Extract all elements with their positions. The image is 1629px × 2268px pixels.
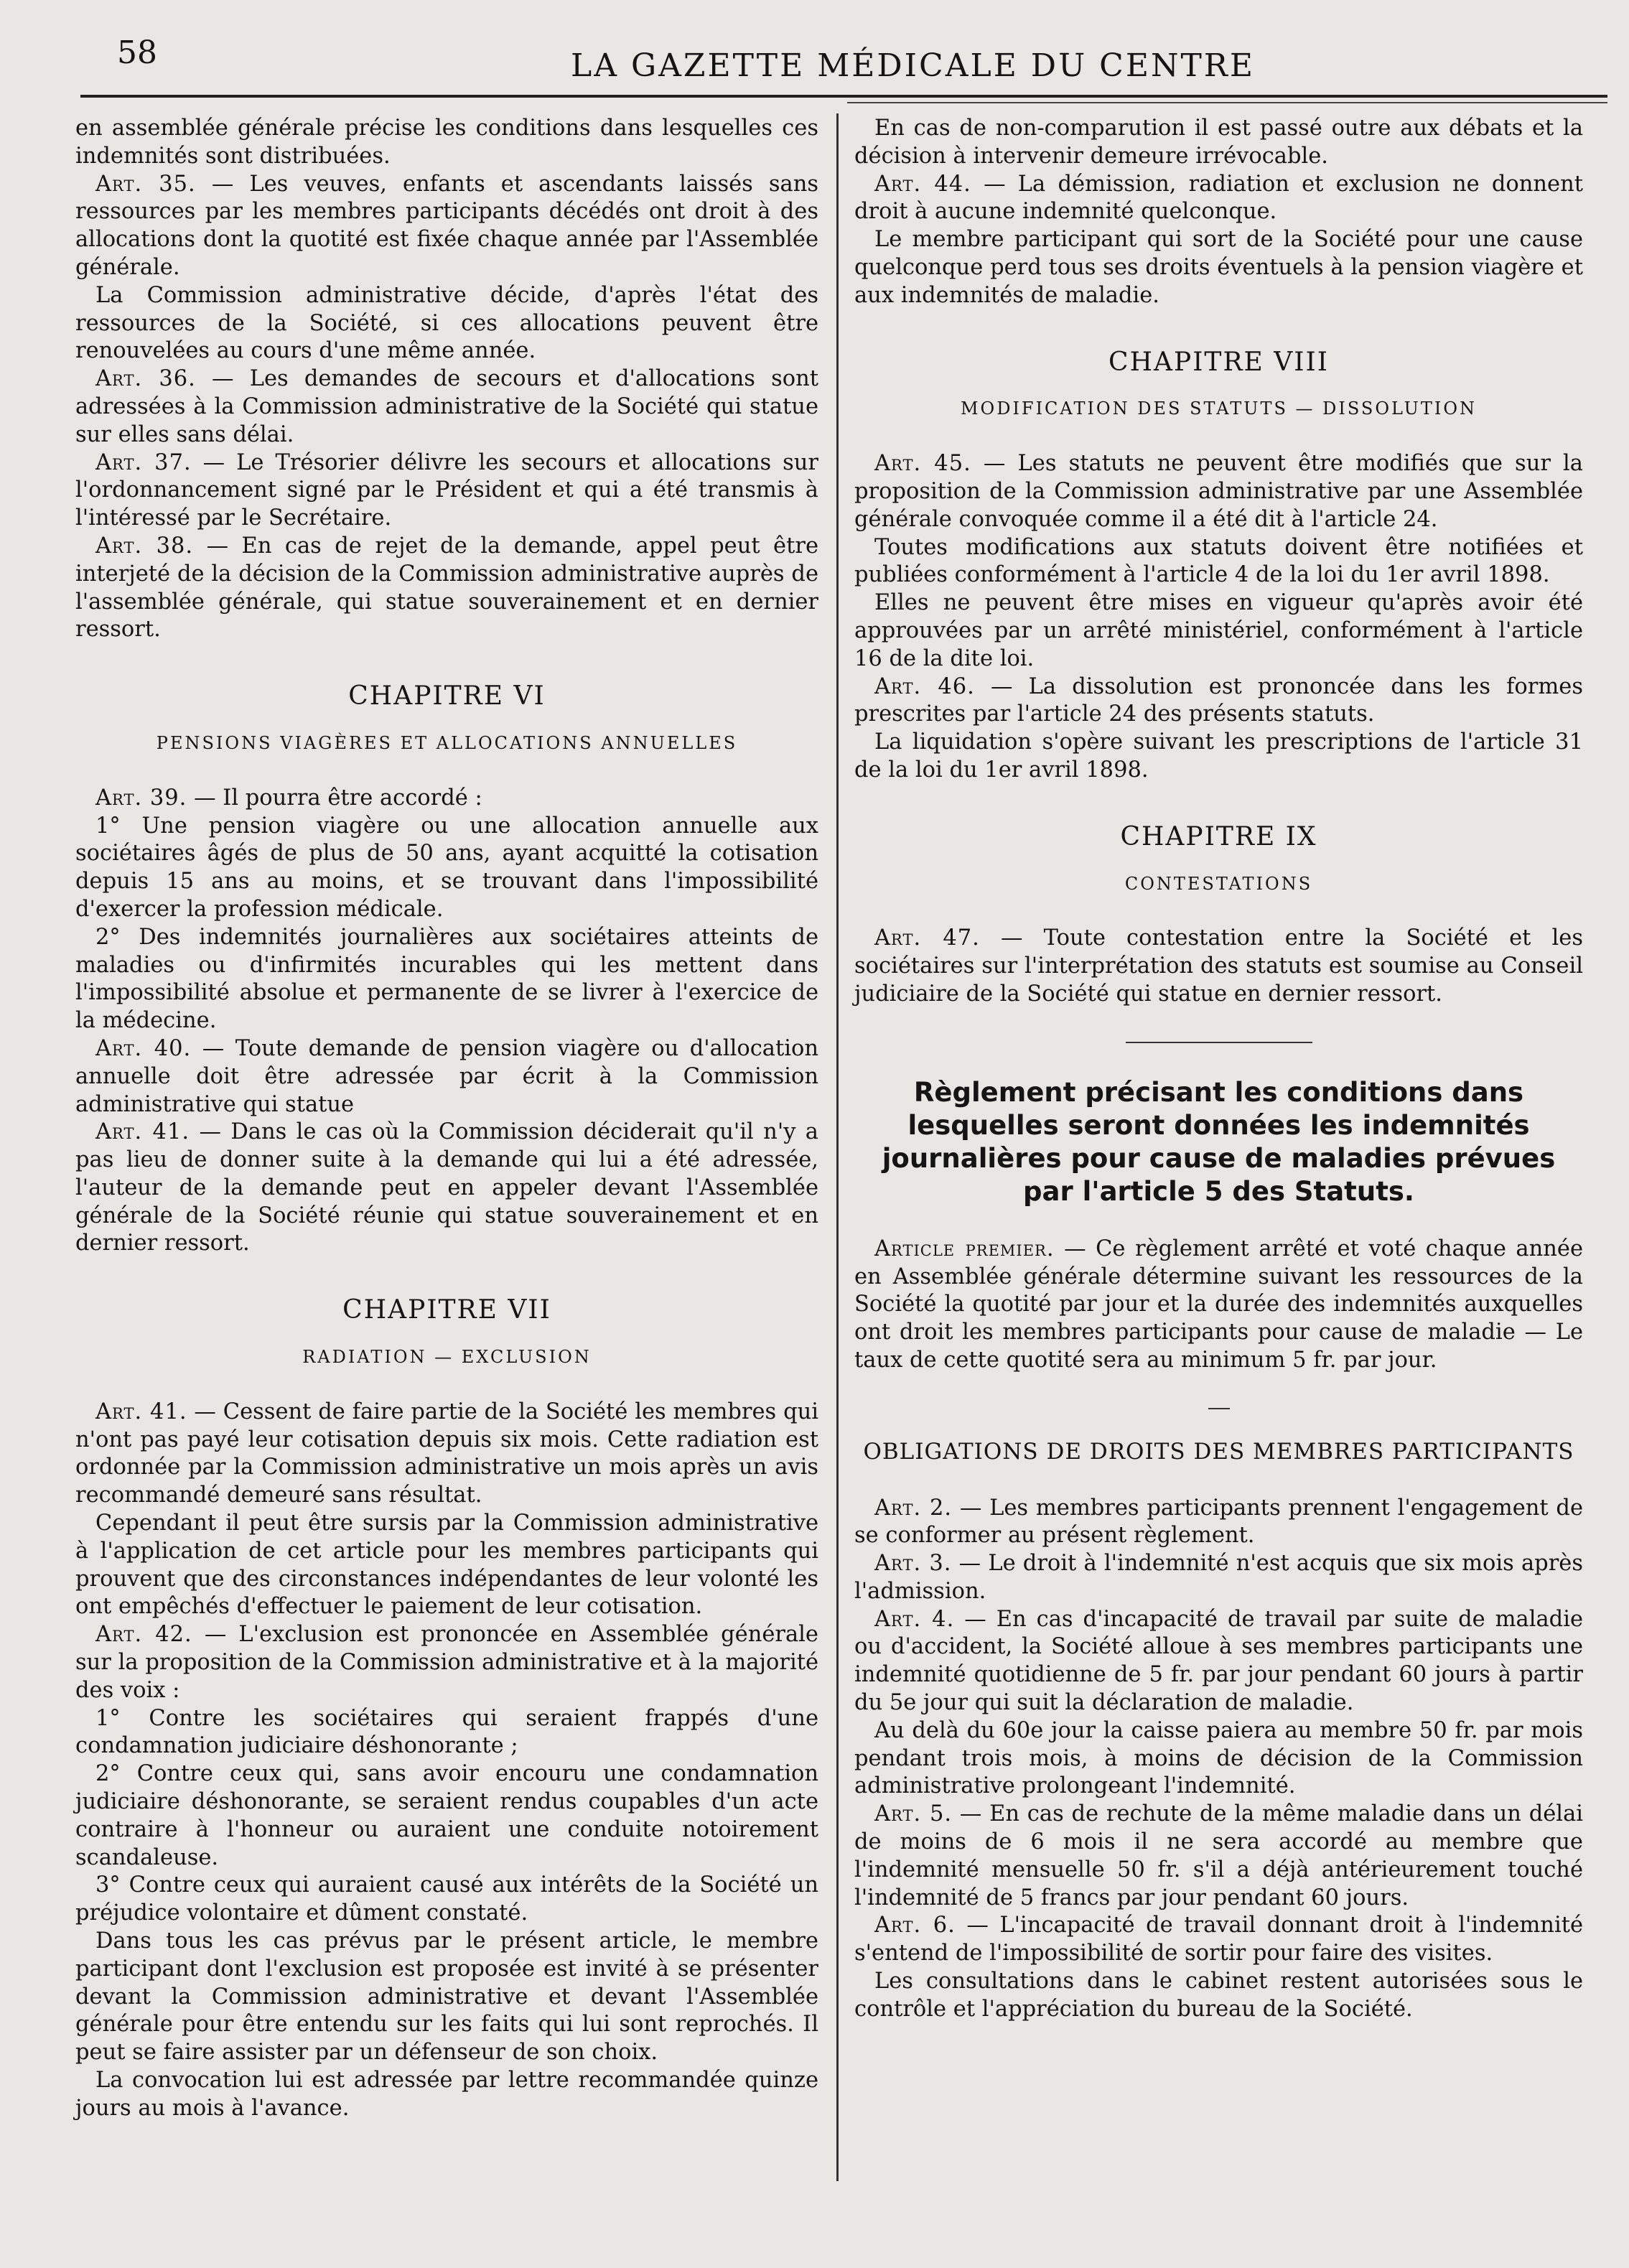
article-3 (854, 1550, 1583, 1606)
article-42 (75, 1621, 818, 1704)
article-text: — Le droit à l'indemnité n'est acquis que six mois après l'admission. (854, 1551, 1583, 1604)
article-label: Art. 37. (95, 449, 192, 475)
article-label: Art. 47. (874, 925, 980, 951)
article-41-radiation (75, 1399, 818, 1510)
list-item: 2° Contre ceux qui, sans avoir encouru une condamnation judiciaire déshonorante, se seraient rendus coupables d'un acte contraire à l'honneur ou auraient une conduite notoirement scandaleuse. (75, 1761, 818, 1870)
article-label: Art. 4. (874, 1606, 955, 1632)
article-label: Art. 35. (95, 171, 196, 197)
article-text: — Les demandes de secours et d'allocations sont adressées à la Commission administrative de la Société qui statue sur elles sans délai. (75, 366, 819, 447)
article-label: Art. 46. (874, 673, 975, 699)
article-label: Art. 41. (95, 1119, 190, 1145)
paragraph: Le membre participant qui sort de la Société pour une cause quelconque perd tous ses droits éventuels à la pension viagère et aux indemnités de maladie. (854, 227, 1583, 308)
article-label: Art. 40. (95, 1035, 192, 1061)
article-2 (854, 1495, 1583, 1551)
paragraph: Toutes modifications aux statuts doivent être notifiées et publiées conformément à l'article 4 de la loi du 1er avril 1898. (854, 534, 1583, 588)
article-premier (854, 1236, 1583, 1375)
article-label: Art. 38. (95, 533, 194, 559)
article-label: Art. 6. (874, 1913, 956, 1938)
article-text: — Cessent de faire partie de la Société les membres qui n'ont pas payé leur cotisation depuis six mois. Cette radiation est ordonnée par la Commission administrative un mois après un avis recommandé demeuré sans résultat. (75, 1399, 818, 1508)
paragraph: Les consultations dans le cabinet restent autorisées sous le contrôle et l'appréciation du bureau de la Société. (854, 1969, 1583, 2022)
chapter-heading: CHAPITRE IX (1120, 821, 1317, 851)
article-text: — Les membres participants prennent l'engagement de se conformer au présent règlement. (854, 1495, 1584, 1549)
chapter-heading: CHAPITRE VI (348, 681, 546, 711)
regulation-title: Règlement précisant les conditions dans lesquelles seront données les indemnités journalières pour cause de maladies prévues par l'article 5 des Statuts. (882, 1076, 1556, 1207)
section-heading: OBLIGATIONS DE DROITS DES MEMBRES PARTICIPANTS (863, 1438, 1574, 1465)
article-label: Art. 42. (95, 1622, 192, 1648)
article-label: Art. 41. (95, 1399, 187, 1424)
paragraph: La Commission administrative décide, d'après l'état des ressources de la Société, si ces allocations peuvent être renouvelées au cours d'une même année. (75, 282, 818, 364)
article-text: — L'incapacité de travail donnant droit à l'indemnité s'entend de l'impossibilité de sortir pour faire des visites. (854, 1913, 1584, 1966)
article-label: Art. 39. (95, 785, 187, 811)
list-item: 2° Des indemnités journalières aux sociétaires atteints de maladies ou d'infirmités incurables qui les mettent dans l'impossibilité absolue et permanente de se livrer à l'exercice de la médecine. (75, 924, 818, 1034)
article-text: — Dans le cas où la Commission déciderait qu'il n'y a pas lieu de donner suite à la demande qui lui a été adressée, l'auteur de la demande peut en appeler devant l'Assemblée générale de la Société réunie qui statue souverainement et en dernier ressort. (75, 1119, 818, 1256)
article-label: Art. 45. (874, 451, 971, 477)
article-text: — Toute contestation entre la Société et les sociétaires sur l'interprétation des statuts est soumise au Conseil judiciaire de la Société qui statue en dernier ressort. (854, 925, 1583, 1007)
article-text: — Ce règlement arrêté et voté chaque année en Assemblée générale détermine suivant les ressources de la Société la quotité par jour et la durée des indemnités auxquelles ont droit les membres participants pour cause de maladie — Le taux de cette quotité sera au minimum 5 fr. par jour. (854, 1236, 1583, 1373)
list-item: 1° Une pension viagère ou une allocation annuelle aux sociétaires âgés de plus de 50 ans, ayant acquitté la cotisation depuis 15 ans au moins, et se trouvant dans l'impossibilité d'exercer la profession médicale. (75, 813, 818, 922)
article-text: — En cas de rechute de la même maladie dans un délai de moins de 6 mois il ne sera accordé au membre que l'indemnité mensuelle 50 fr. s'il a déjà antérieurement touché l'indemnité de 5 francs par jour pendant 60 jours. (854, 1801, 1584, 1910)
right-column (854, 115, 1583, 2024)
article-41 (75, 1119, 818, 1258)
article-36 (75, 365, 818, 449)
section-divider (1126, 1042, 1312, 1043)
article-5 (854, 1801, 1583, 1912)
paragraph: en assemblée générale précise les conditions dans lesquelles ces indemnités sont distribuées. (75, 116, 818, 169)
chapter-subheading: PENSIONS VIAGÈRES ET ALLOCATIONS ANNUELLES (156, 732, 738, 753)
article-44 (854, 171, 1583, 227)
article-text: — L'exclusion est prononcée en Assemblée générale sur la proposition de la Commission administrative et à la majorité des voix : (75, 1622, 818, 1703)
article-text: — Il pourra être accordé : (187, 785, 482, 811)
journal-title: LA GAZETTE MÉDICALE DU CENTRE (571, 47, 1256, 84)
article-text: — Les statuts ne peuvent être modifiés que sur la proposition de la Commission administrative par une Assemblée générale convoquée comme il a été dit à l'article 24. (854, 451, 1583, 532)
paragraph: Cependant il peut être sursis par la Commission administrative à l'application de cet article pour les membres participants qui prouvent que des circonstances indépendantes de leur volonté les ont empêchés d'effectuer le paiement de leur cotisation. (75, 1511, 818, 1620)
chapter-subheading: CONTESTATIONS (1124, 873, 1313, 894)
article-40 (75, 1035, 818, 1119)
article-text: — En cas de rejet de la demande, appel peut être interjeté de la décision de la Commission administrative auprès de l'assemblée générale, qui statue souverainement et en dernier ressort. (75, 533, 818, 643)
article-text: — La dissolution est prononcée dans les formes prescrites par l'article 24 des présents statuts. (854, 673, 1583, 727)
article-38 (75, 533, 818, 644)
article-4 (854, 1606, 1583, 1717)
header-rule (80, 95, 1607, 98)
article-35 (75, 171, 818, 282)
article-47 (854, 925, 1583, 1008)
page-number: 58 (117, 34, 157, 71)
left-column (75, 115, 818, 2123)
article-label: Art. 5. (874, 1801, 953, 1827)
paragraph: Au delà du 60e jour la caisse paiera au membre 50 fr. par mois pendant trois mois, à moins de décision de la Commission administrative prolongeant l'indemnité. (854, 1717, 1583, 1799)
paragraph: La liquidation s'opère suivant les prescriptions de l'article 31 de la loi du 1er avril 1898. (854, 729, 1583, 783)
article-6 (854, 1912, 1583, 1968)
article-text: — Les veuves, enfants et ascendants laissés sans ressources par les membres participants décédés ont droit à des allocations dont la quotité est fixée chaque année par l'Assemblée générale. (75, 171, 819, 280)
article-45 (854, 450, 1583, 533)
column-divider (836, 113, 839, 2181)
chapter-subheading: MODIFICATION DES STATUTS — DISSOLUTION (960, 398, 1478, 419)
list-item: 3° Contre ceux qui auraient causé aux intérêts de la Société un préjudice volontaire et dûment constaté. (75, 1872, 818, 1926)
header-rule-secondary (847, 102, 1607, 103)
list-item: 1° Contre les sociétaires qui seraient frappés d'une condamnation judiciaire déshonorante ; (75, 1705, 818, 1759)
article-text: — Toute demande de pension viagère ou d'allocation annuelle doit être adressée par écrit à la Commission administrative qui statue (75, 1035, 819, 1117)
article-46 (854, 673, 1583, 729)
article-text: — Le Trésorier délivre les secours et allocations sur l'ordonnancement signé par le Président et qui a été transmis à l'intéressé par le Secrétaire. (75, 449, 819, 531)
chapter-heading: CHAPITRE VIII (1108, 347, 1329, 377)
chapter-heading: CHAPITRE VII (342, 1295, 551, 1325)
article-label: Art. 36. (95, 366, 196, 392)
page-header (0, 0, 1629, 108)
chapter-subheading: RADIATION — EXCLUSION (302, 1347, 592, 1368)
article-label: Art. 44. (874, 171, 971, 197)
article-label: Art. 3. (874, 1551, 952, 1577)
article-39 (75, 785, 818, 813)
paragraph: En cas de non-comparution il est passé outre aux débats et la décision à intervenir demeure irrévocable. (854, 116, 1583, 169)
paragraph: La convocation lui est adressée par lettre recommandée quinze jours au mois à l'avance. (75, 2068, 818, 2121)
section-divider (1208, 1408, 1230, 1409)
article-text: — La démission, radiation et exclusion ne donnent droit à aucune indemnité quelconque. (854, 171, 1583, 225)
article-label: Article premier. (874, 1236, 1055, 1261)
paragraph: Dans tous les cas prévus par le présent article, le membre participant dont l'exclusion est proposée est invité à se présenter devant la Commission administrative et devant l'Assemblée générale pour être entendu sur les faits qui lui sont reprochés. Il peut se faire assister par un défenseur de son choix. (75, 1928, 818, 2066)
article-37 (75, 449, 818, 533)
article-label: Art. 2. (874, 1495, 953, 1521)
paragraph: Elles ne peuvent être mises en vigueur qu'après avoir été approuvées par un arrêté ministériel, conformément à l'article 16 de la dite loi. (854, 590, 1583, 671)
article-text: — En cas d'incapacité de travail par suite de maladie ou d'accident, la Société alloue à ses membres participants une indemnité quotidienne de 5 fr. par jour pendant 60 jours à partir du 5e jour qui suit la déclaration de maladie. (854, 1606, 1583, 1716)
